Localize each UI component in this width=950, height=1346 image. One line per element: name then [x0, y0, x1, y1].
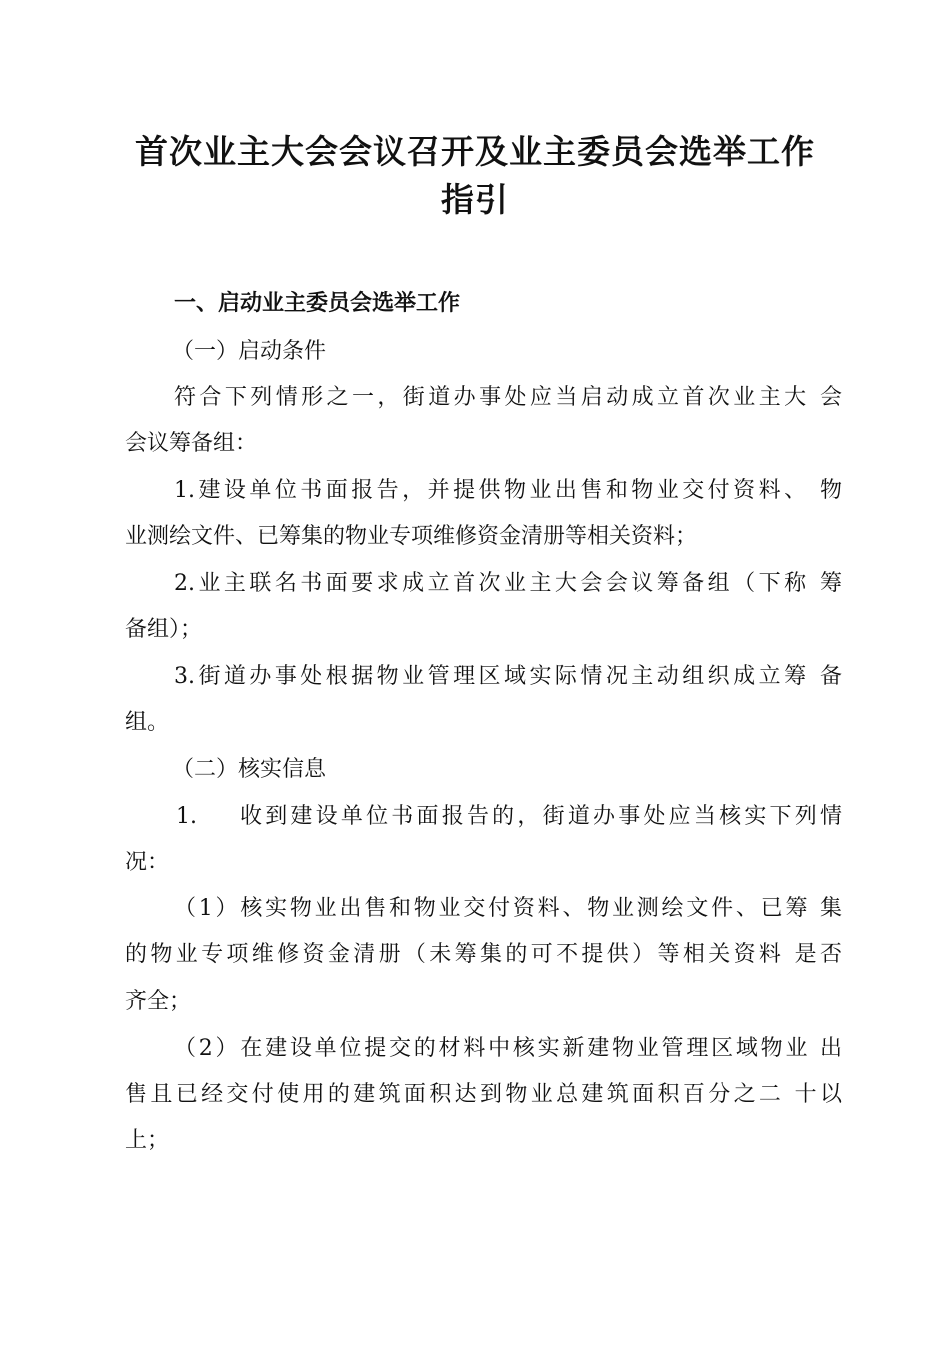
verify-item-1-line-1: 收到建设单位书面报告的，街道办事处应当核实下列情 [240, 804, 842, 829]
section-1-heading: 一、启动业主委员会选举工作 [174, 291, 461, 316]
condition-1-line-1: 1.建设单位书面报告，并提供物业出售和物业交付资料、 物 [174, 478, 842, 503]
verify-point-1-line-1: （1）核实物业出售和物业交付资料、物业测绘文件、已筹 集 [174, 896, 842, 921]
verify-item-1-line-2: 况： [125, 850, 170, 875]
subsection-2-heading: （二）核实信息 [172, 757, 327, 782]
condition-3-line-1: 3.街道办事处根据物业管理区域实际情况主动组织成立筹 备 [174, 664, 842, 689]
verify-point-2-line-1: （2）在建设单位提交的材料中核实新建物业管理区域物业 出 [174, 1036, 842, 1061]
condition-1-line-2: 业测绘文件、已筹集的物业专项维修资金清册等相关资料； [125, 524, 698, 549]
verify-point-2-line-2: 售且已经交付使用的建筑面积达到物业总建筑面积百分之二 十以 [125, 1082, 842, 1107]
subsection-1-heading: （一）启动条件 [172, 339, 327, 364]
verify-point-1-line-2: 的物业专项维修资金清册（未筹集的可不提供）等相关资料 是否 [125, 942, 842, 967]
intro-paragraph-line-2: 会议筹备组： [125, 431, 258, 456]
verify-point-1-line-3: 齐全； [125, 989, 192, 1014]
condition-2-line-1: 2.业主联名书面要求成立首次业主大会会议筹备组（下称 筹 [174, 571, 842, 596]
intro-paragraph-line-1: 符合下列情形之一，街道办事处应当启动成立首次业主大 会 [174, 385, 842, 410]
document-title-line-1: 首次业主大会会议召开及业主委员会选举工作 [135, 132, 815, 171]
verify-point-2-line-3: 上； [125, 1128, 170, 1153]
document-title-line-2: 指引 [441, 180, 509, 219]
verify-item-1-number: 1. [176, 804, 197, 829]
condition-2-line-2: 备组）； [125, 617, 203, 642]
condition-3-line-2: 组。 [125, 710, 170, 735]
